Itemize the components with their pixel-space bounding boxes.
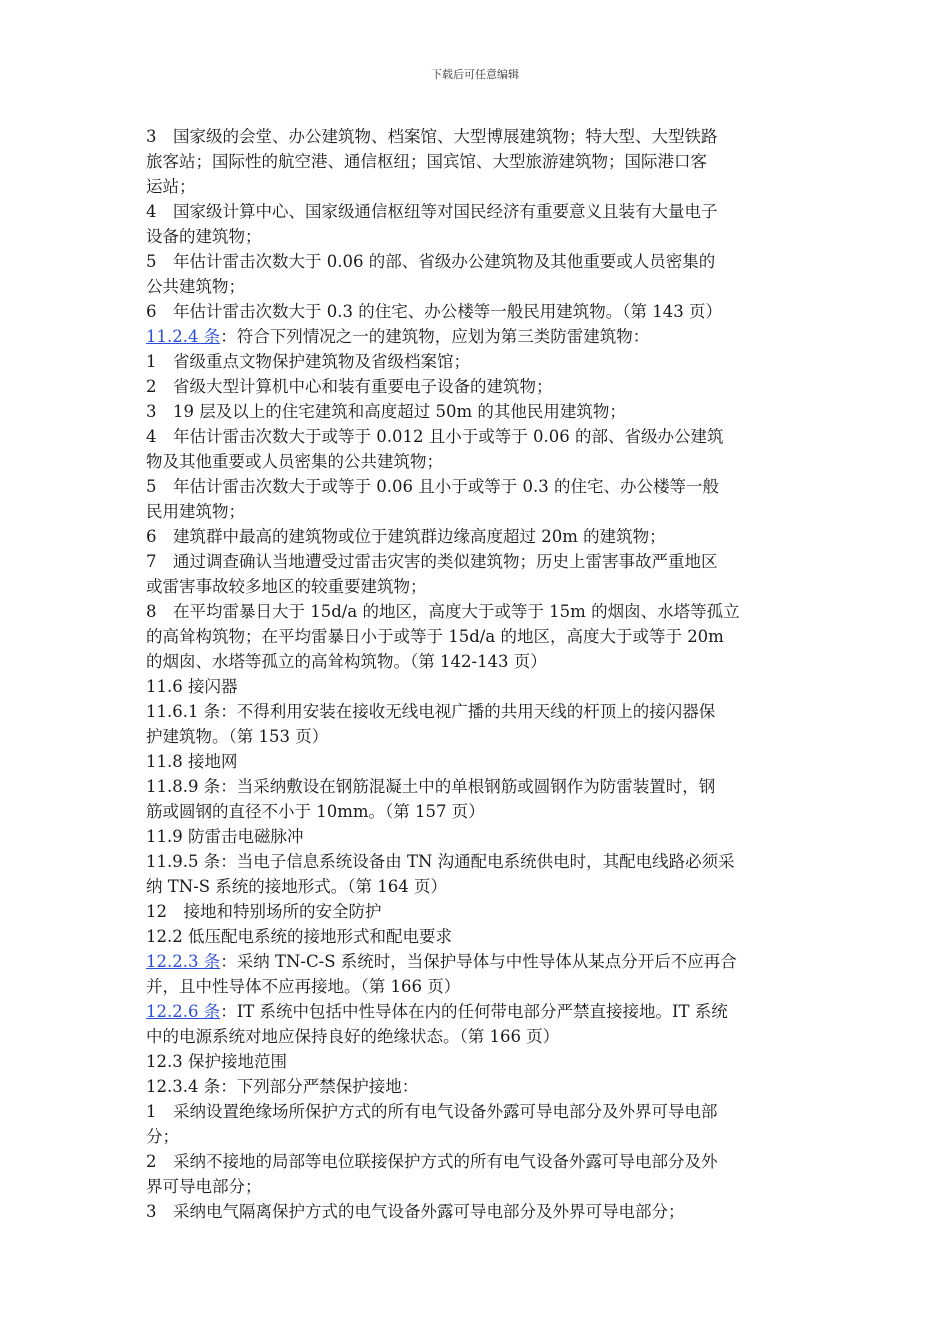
document-line (146, 274, 810, 299)
line-text: 12.3.4 条：下列部分严禁保护接地： (146, 1077, 419, 1096)
clause-link[interactable]: 11.2.4 条 (146, 327, 221, 346)
clause-link[interactable]: 12.2.6 条 (146, 1002, 221, 1021)
line-text: 12.3 保护接地范围 (146, 1052, 287, 1071)
line-text: 11.6.1 条：不得利用安装在接收无线电视广播的共用天线的杆顶上的接闪器保 (146, 702, 716, 721)
line-text: 的高耸构筑物；在平均雷暴日小于或等于 15d/a 的地区，高度大于或等于 20m (146, 627, 724, 646)
line-text: 设备的建筑物； (146, 227, 262, 246)
line-text: 中的电源系统对地应保持良好的绝缘状态。（第 166 页） (146, 1027, 560, 1046)
line-text: 5 年估计雷击次数大于 0.06 的部、省级办公建筑物及其他重要或人员密集的 (146, 252, 716, 271)
document-line (146, 1024, 810, 1049)
document-line (146, 674, 810, 699)
line-text: 11.8.9 条：当采纳敷设在钢筋混凝土中的单根钢筋或圆钢作为防雷装置时，钢 (146, 777, 716, 796)
document-line (146, 999, 810, 1024)
document-line (146, 499, 810, 524)
document-line (146, 1199, 810, 1224)
document-line (146, 474, 810, 499)
document-line (146, 124, 810, 149)
line-text: 6 年估计雷击次数大于 0.3 的住宅、办公楼等一般民用建筑物。（第 143 页） (146, 302, 722, 321)
document-line (146, 749, 810, 774)
document-line (146, 424, 810, 449)
line-text: 2 采纳不接地的局部等电位联接保护方式的所有电气设备外露可导电部分及外 (146, 1152, 718, 1171)
line-text: 旅客站；国际性的航空港、通信枢纽；国宾馆、大型旅游建筑物；国际港口客 (146, 152, 707, 171)
line-text: 物及其他重要或人员密集的公共建筑物； (146, 452, 443, 471)
document-line (146, 574, 810, 599)
document-line (146, 1099, 810, 1124)
document-line (146, 624, 810, 649)
document-body (146, 124, 810, 1224)
document-line (146, 874, 810, 899)
line-text: 2 省级大型计算机中心和装有重要电子设备的建筑物； (146, 377, 553, 396)
document-line (146, 849, 810, 874)
document-line (146, 774, 810, 799)
line-text: 4 年估计雷击次数大于或等于 0.012 且小于或等于 0.06 的部、省级办公建筑 (146, 427, 724, 446)
document-line (146, 149, 810, 174)
line-text: 5 年估计雷击次数大于或等于 0.06 且小于或等于 0.3 的住宅、办公楼等一般 (146, 477, 719, 496)
document-line (146, 174, 810, 199)
document-line (146, 799, 810, 824)
line-text: 11.9 防雷击电磁脉冲 (146, 827, 304, 846)
line-text: 4 国家级计算中心、国家级通信枢纽等对国民经济有重要意义且装有大量电子 (146, 202, 718, 221)
document-line (146, 249, 810, 274)
line-text: 或雷害事故较多地区的较重要建筑物； (146, 577, 427, 596)
document-line (146, 1149, 810, 1174)
line-text: 1 省级重点文物保护建筑物及省级档案馆； (146, 352, 470, 371)
line-text: 筋或圆钢的直径不小于 10mm。（第 157 页） (146, 802, 485, 821)
line-text: ：IT 系统中包括中性导体在内的任何带电部分严禁直接接地。IT 系统 (220, 1002, 728, 1021)
line-text: 6 建筑群中最高的建筑物或位于建筑群边缘高度超过 20m 的建筑物； (146, 527, 666, 546)
line-text: 的烟囱、水塔等孤立的高耸构筑物。（第 142-143 页） (146, 652, 547, 671)
line-text: 12 接地和特别场所的安全防护 (146, 902, 382, 921)
line-text: 运站； (146, 177, 196, 196)
document-line (146, 299, 810, 324)
clause-link[interactable]: 12.2.3 条 (146, 952, 221, 971)
line-text: 11.9.5 条：当电子信息系统设备由 TN 沟通配电系统供电时，其配电线路必须采 (146, 852, 735, 871)
document-line (146, 724, 810, 749)
line-text: 11.6 接闪器 (146, 677, 238, 696)
line-text: 并，且中性导体不应再接地。（第 166 页） (146, 977, 461, 996)
line-text: 11.8 接地网 (146, 752, 238, 771)
document-line (146, 974, 810, 999)
line-text: 3 采纳电气隔离保护方式的电气设备外露可导电部分及外界可导电部分； (146, 1202, 685, 1221)
line-text: 民用建筑物； (146, 502, 245, 521)
document-line (146, 699, 810, 724)
document-line (146, 324, 810, 349)
document-line (146, 924, 810, 949)
document-line (146, 1174, 810, 1199)
line-text: ：符合下列情况之一的建筑物，应划为第三类防雷建筑物： (220, 327, 650, 346)
line-text: 界可导电部分； (146, 1177, 262, 1196)
line-text: 12.2 低压配电系统的接地形式和配电要求 (146, 927, 452, 946)
line-text: 公共建筑物； (146, 277, 245, 296)
document-line (146, 824, 810, 849)
document-line (146, 399, 810, 424)
line-text: 护建筑物。（第 153 页） (146, 727, 329, 746)
document-line (146, 599, 810, 624)
line-text: 7 通过调查确认当地遭受过雷击灾害的类似建筑物；历史上雷害事故严重地区 (146, 552, 718, 571)
line-text: ：采纳 TN-C-S 系统时，当保护导体与中性导体从某点分开后不应再合 (220, 952, 737, 971)
document-line (146, 949, 810, 974)
line-text: 分； (146, 1127, 179, 1146)
document-line (146, 1049, 810, 1074)
document-line (146, 899, 810, 924)
page-header: 下载后可任意编辑 (431, 68, 519, 81)
document-line (146, 649, 810, 674)
line-text: 3 国家级的会堂、办公建筑物、档案馆、大型博展建筑物；特大型、大型铁路 (146, 127, 718, 146)
line-text: 1 采纳设置绝缘场所保护方式的所有电气设备外露可导电部分及外界可导电部 (146, 1102, 718, 1121)
document-line (146, 549, 810, 574)
document-line (146, 199, 810, 224)
document-line (146, 449, 810, 474)
document-line (146, 1124, 810, 1149)
document-line (146, 524, 810, 549)
document-line (146, 1074, 810, 1099)
document-line (146, 374, 810, 399)
line-text: 8 在平均雷暴日大于 15d/a 的地区，高度大于或等于 15m 的烟囱、水塔等孤立 (146, 602, 740, 621)
document-line (146, 349, 810, 374)
line-text: 3 19 层及以上的住宅建筑和高度超过 50m 的其他民用建筑物； (146, 402, 626, 421)
line-text: 纳 TN-S 系统的接地形式。（第 164 页） (146, 877, 448, 896)
document-line (146, 224, 810, 249)
